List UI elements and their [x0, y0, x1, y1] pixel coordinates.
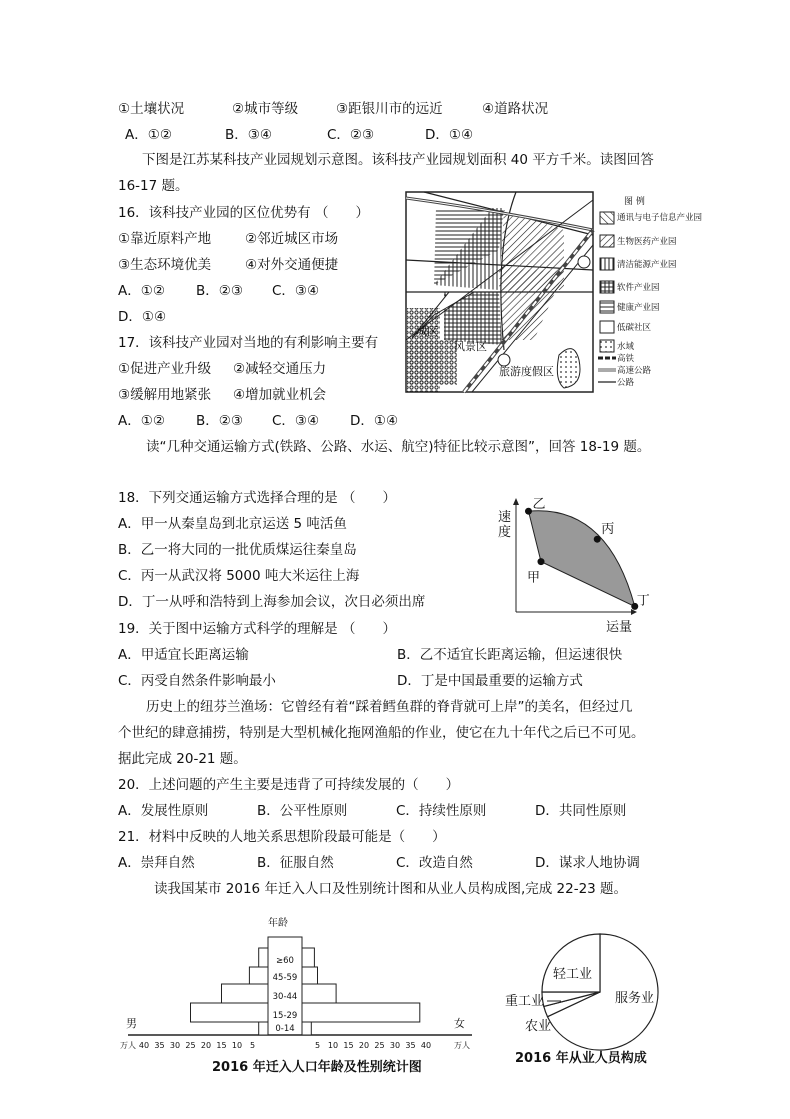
map-label-scenic: 风景区: [454, 340, 487, 353]
age-label: ≥60: [276, 956, 294, 966]
intro-16-17: 下图是江苏某科技产业园规划示意图。该科技产业园规划面积 40 平方千米。读图回答: [142, 152, 654, 168]
x-tick-female: 30: [389, 1041, 401, 1050]
q18-stem: 18．下列交通运输方式选择合理的是 （ ）: [118, 490, 396, 506]
x-tick-male: 40: [138, 1041, 150, 1050]
q21-choice: C．改造自然: [396, 855, 473, 871]
bar-female-30-44: [302, 984, 336, 1003]
q20-stem: 20．上述问题的产生主要是违背了可持续发展的（ ）: [118, 777, 460, 793]
point-label: 乙: [532, 497, 546, 513]
age-label: 30-44: [272, 992, 298, 1002]
transport-comparison-chart: [480, 495, 650, 635]
option-2: ②城市等级: [232, 101, 299, 117]
option-3: ③距银川市的远近: [336, 101, 443, 117]
comparison-area: [529, 511, 635, 607]
x-tick-male: 20: [200, 1041, 212, 1050]
pie-label: 重工业: [505, 994, 545, 1009]
q16-choice: B．②③: [196, 283, 243, 299]
q21-stem: 21．材料中反映的人地关系思想阶段最可能是（ ）: [118, 829, 446, 845]
q16-stem: 16．该科技产业园的区位优势有 （ ）: [118, 205, 369, 221]
option-4: ④道路状况: [482, 101, 549, 117]
q17-choice: B．②③: [196, 413, 243, 429]
point-丙: [594, 536, 601, 543]
q18-choice: A．甲一从秦皇岛到北京运送 5 吨活鱼: [118, 516, 347, 532]
x-tick-female: 15: [343, 1041, 354, 1050]
x-tick-female: 20: [358, 1041, 370, 1050]
x-tick-female: 10: [327, 1041, 339, 1050]
x-tick-male: 5: [249, 1041, 256, 1050]
bar-female-45-59: [302, 967, 318, 984]
x-axis-label: 运量: [606, 620, 633, 635]
legend-item: 高速公路: [617, 366, 652, 376]
map-label-city: 城区: [416, 325, 438, 338]
q16-opt: ①靠近原料产地: [118, 231, 212, 247]
bar-female-≥60: [302, 948, 314, 967]
q19-choice: A．甲适宜长距离运输: [118, 647, 249, 663]
point-label: 丁: [636, 593, 650, 609]
point-label: 丙: [601, 522, 615, 538]
pyramid-title: 2016 年迁入人口年龄及性别统计图: [212, 1060, 422, 1075]
bar-male-30-44: [222, 984, 269, 1003]
legend-item: 低碳社区: [617, 323, 652, 333]
q21-choice: A．崇拜自然: [118, 855, 195, 871]
male-label: 男: [126, 1017, 137, 1030]
bar-male-0-14: [259, 1022, 268, 1035]
q16-choice: A．①②: [118, 283, 165, 299]
option-1: ①土壤状况: [118, 101, 185, 117]
q16-opt: ②邻近城区市场: [245, 231, 339, 247]
choice-b: B．③④: [225, 127, 272, 143]
intro-22-23: 读我国某市 2016 年迁入人口及性别统计图和从业人员构成图,完成 22-23 题。: [154, 881, 628, 897]
bar-female-0-14: [302, 1022, 311, 1035]
passage-line: 历史上的纽芬兰渔场：它曾经有着“踩着鳕鱼群的脊背就可上岸”的美名，但经过几: [146, 699, 633, 715]
choice-a: A．①②: [125, 127, 172, 143]
x-tick-male: 30: [169, 1041, 181, 1050]
q18-choice: C．丙一从武汉将 5000 吨大米运往上海: [118, 568, 360, 584]
intro-16-17-cont: 16-17 题。: [118, 178, 189, 194]
legend-item: 通讯与电子信息产业园: [617, 213, 703, 223]
bar-male-≥60: [259, 948, 268, 967]
q17-opt: ③缓解用地紧张: [118, 387, 212, 403]
bar-male-15-29: [191, 1003, 269, 1022]
q21-choice: B．征服自然: [257, 855, 334, 871]
q18-choice: D．丁一从呼和浩特到上海参加会议，次日必须出席: [118, 594, 426, 610]
pie-title: 2016 年从业人员构成: [515, 1051, 647, 1066]
legend-item: 软件产业园: [617, 283, 660, 293]
migrant-population-chart: [120, 915, 480, 1080]
bar-female-15-29: [302, 1003, 420, 1022]
x-tick-male: 10: [231, 1041, 243, 1050]
age-axis-label: 年龄: [268, 918, 288, 929]
age-label: 0-14: [275, 1024, 295, 1034]
y-axis-label: 速度: [498, 510, 512, 540]
x-tick-female: 25: [374, 1041, 385, 1050]
q20-choice: A．发展性原则: [118, 803, 209, 819]
legend-title: 图 例: [624, 197, 645, 207]
point-label: 甲: [527, 570, 541, 586]
point-甲: [538, 558, 545, 565]
q17-opt: ①促进产业升级: [118, 361, 212, 377]
passage-line: 据此完成 20-21 题。: [118, 751, 247, 767]
q17-stem: 17．该科技产业园对当地的有利影响主要有: [118, 335, 379, 351]
q19-choice: B．乙不适宜长距离运输，但运速很快: [397, 647, 623, 663]
q16-choice: C．③④: [272, 283, 320, 299]
x-unit-female: 万人: [454, 1041, 470, 1050]
pie-label: 农业: [525, 1019, 552, 1034]
q17-opt: ④增加就业机会: [233, 387, 327, 403]
q19-choice: D．丁是中国最重要的运输方式: [397, 673, 583, 689]
point-乙: [525, 508, 532, 515]
q18-choice: B．乙一将大同的一批优质煤运往秦皇岛: [118, 542, 357, 558]
q17-choice: D．①④: [350, 413, 399, 429]
intro-18-19: 读“几种交通运输方式(铁路、公路、水运、航空)特征比较示意图”，回答 18-19 题。: [146, 439, 651, 455]
x-tick-male: 25: [185, 1041, 196, 1050]
pie-label: 轻工业: [553, 967, 593, 982]
q20-choice: D．共同性原则: [535, 803, 627, 819]
q17-choice: C．③④: [272, 413, 320, 429]
legend-item: 清洁能源产业园: [617, 260, 677, 270]
q17-choice: A．①②: [118, 413, 165, 429]
legend-item: 健康产业园: [617, 303, 660, 313]
choice-d: D．①④: [425, 127, 474, 143]
x-tick-female: 40: [420, 1041, 432, 1050]
q20-choice: B．公平性原则: [257, 803, 348, 819]
q21-choice: D．谋求人地协调: [535, 855, 640, 871]
passage-line: 个世纪的肆意捕捞，特别是大型机械化拖网渔船的作业，使它在九十年代之后已不可见。: [118, 725, 645, 741]
pie-label: 服务业: [615, 991, 655, 1006]
q16-choice: D．①④: [118, 309, 167, 325]
age-label: 45-59: [272, 973, 298, 983]
legend-item: 水域: [617, 342, 635, 352]
q19-choice: C．丙受自然条件影响最小: [118, 673, 276, 689]
q17-opt: ②减轻交通压力: [233, 361, 327, 377]
x-tick-female: 5: [314, 1041, 321, 1050]
pie-slice-轻工业: [542, 934, 600, 992]
bar-male-45-59: [249, 967, 268, 984]
x-unit-male: 万人: [120, 1041, 136, 1050]
female-label: 女: [454, 1017, 465, 1030]
q19-stem: 19．关于图中运输方式科学的理解是 （ ）: [118, 621, 396, 637]
q16-opt: ④对外交通便捷: [245, 257, 339, 273]
legend-item: 公路: [617, 378, 635, 388]
legend-item: 生物医药产业园: [617, 237, 677, 247]
choice-c: C．②③: [327, 127, 375, 143]
x-tick-female: 35: [405, 1041, 416, 1050]
q16-opt: ③生态环境优美: [118, 257, 212, 273]
x-tick-male: 15: [216, 1041, 227, 1050]
age-label: 15-29: [272, 1011, 298, 1021]
employment-pie-chart: [495, 930, 705, 1070]
x-tick-male: 35: [154, 1041, 165, 1050]
industrial-park-map: [404, 190, 704, 396]
map-label-resort: 旅游度假区: [499, 365, 554, 378]
legend-item: 高铁: [617, 354, 635, 364]
q20-choice: C．持续性原则: [396, 803, 487, 819]
